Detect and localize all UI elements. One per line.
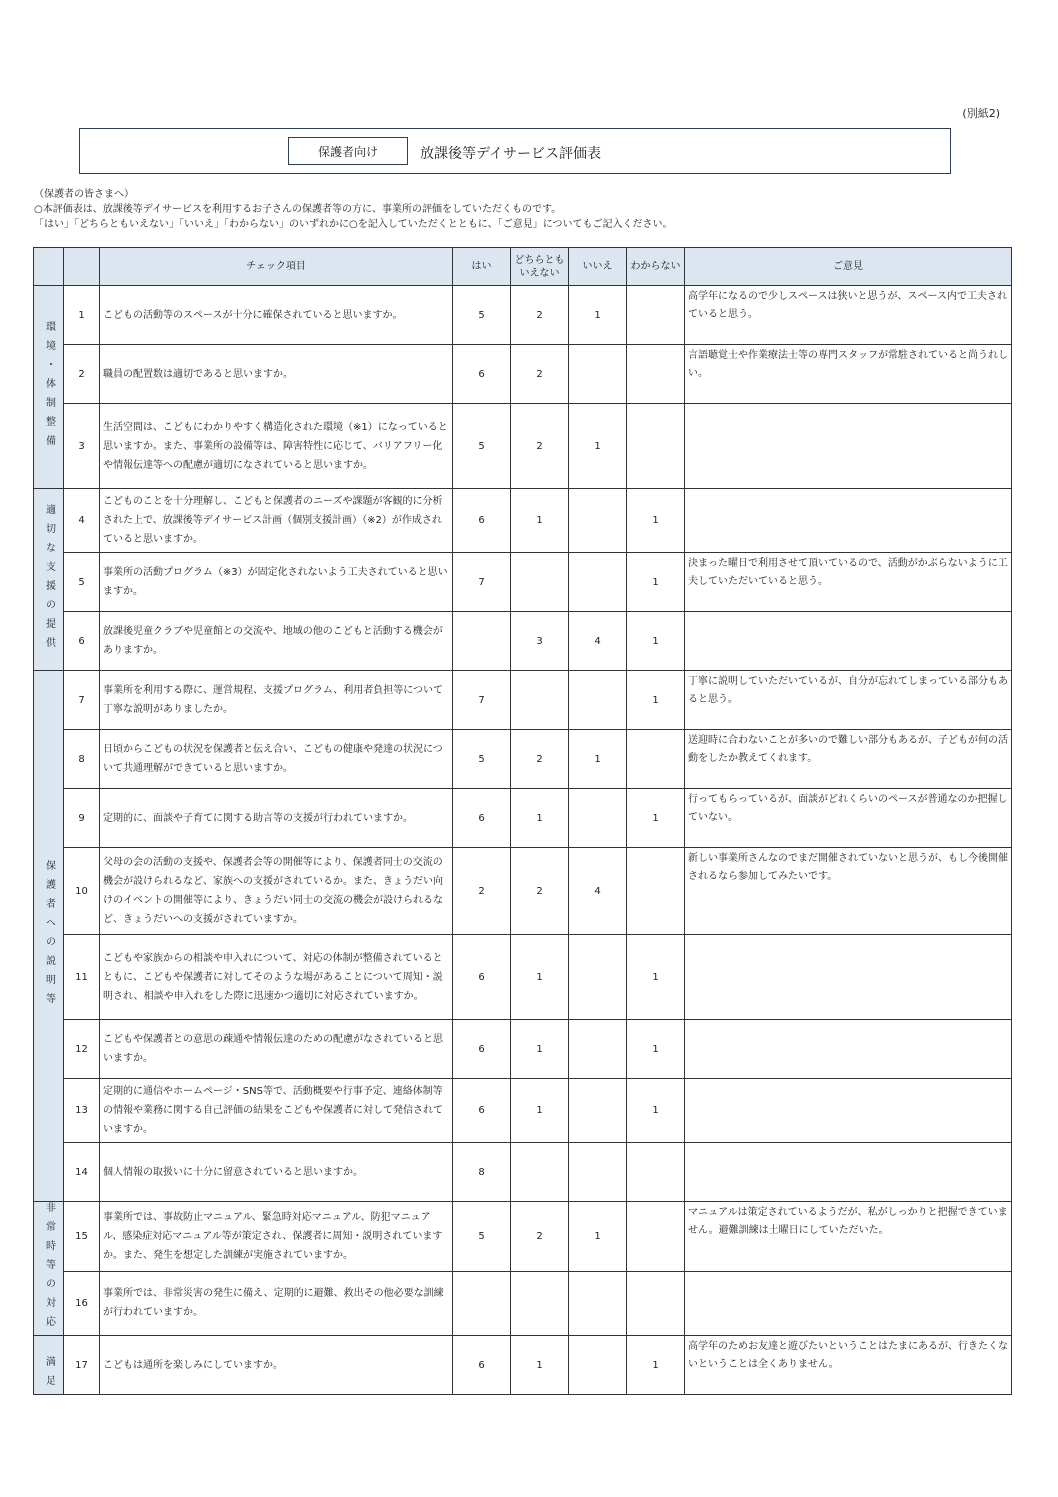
neither-count: [511, 671, 569, 730]
neither-count: [511, 1143, 569, 1202]
table-row: [34, 1079, 1012, 1143]
no-count: 1: [569, 1202, 627, 1272]
item-number: 7: [64, 671, 100, 730]
no-count: 4: [569, 848, 627, 935]
table-row: [34, 671, 1012, 730]
no-count: [569, 789, 627, 848]
intro-text: [34, 187, 673, 232]
neither-count: 1: [511, 489, 569, 553]
check-item: 父母の会の活動の支援や、保護者会等の開催等により、保護者同士の交流の機会が設けられるなど、家族への支援がされているか。また、きょうだい向けのイベントの開催等により、きょうだい同士の交流の機会が設けられるなど、きょうだいへの支援がされていますか。: [100, 848, 453, 935]
opinion: 丁寧に説明していただいているが、自分が忘れてしまっている部分もあると思う。: [685, 671, 1012, 730]
item-number: 13: [64, 1079, 100, 1143]
opinion: 行ってもらっているが、面談がどれくらいのペースが普通なのか把握していない。: [685, 789, 1012, 848]
table-row: [34, 1336, 1012, 1395]
opinion: 高学年のためお友達と遊びたいということはたまにあるが、行きたくないということは全くありません。: [685, 1336, 1012, 1395]
no-count: [569, 935, 627, 1020]
opinion: [685, 1079, 1012, 1143]
check-item: 日頃からこどもの状況を保護者と伝え合い、こどもの健康や発達の状況について共通理解ができていると思いますか。: [100, 730, 453, 789]
yes-count: 6: [453, 935, 511, 1020]
number-header: [64, 248, 100, 286]
no-header: いいえ: [569, 248, 627, 286]
yes-count: 5: [453, 730, 511, 789]
table-row: [34, 935, 1012, 1020]
table-row: [34, 286, 1012, 345]
item-number: 1: [64, 286, 100, 345]
unknown-count: [627, 730, 685, 789]
neither-count: 1: [511, 1079, 569, 1143]
check-item: こどもや保護者との意思の疎通や情報伝達のための配慮がなされていると思いますか。: [100, 1020, 453, 1079]
opinion: [685, 612, 1012, 671]
neither-count: 2: [511, 730, 569, 789]
table-row: [34, 612, 1012, 671]
no-count: 1: [569, 730, 627, 789]
yes-header: はい: [453, 248, 511, 286]
check-item: 事業所では、事故防止マニュアル、緊急時対応マニュアル、防犯マニュアル、感染症対応マニュアル等が策定され、保護者に周知・説明されていますか。また、発生を想定した訓練が実施されていますか。: [100, 1202, 453, 1272]
table-header-row: [34, 248, 1012, 286]
yes-count: 6: [453, 789, 511, 848]
neither-count: 2: [511, 848, 569, 935]
yes-count: 6: [453, 1020, 511, 1079]
neither-count: 3: [511, 612, 569, 671]
yes-count: 2: [453, 848, 511, 935]
neither-count: 2: [511, 286, 569, 345]
check-item: 個人情報の取扱いに十分に留意されていると思いますか。: [100, 1143, 453, 1202]
unknown-count: [627, 345, 685, 404]
category-cell: [34, 671, 64, 1202]
category-label: 保護者への説明等: [43, 860, 55, 1012]
table-row: [34, 730, 1012, 789]
opinion: 決まった曜日で利用させて頂いているので、活動がかぶらないように工夫していただいていると思う。: [685, 553, 1012, 612]
yes-count: 7: [453, 553, 511, 612]
category-cell: [34, 1202, 64, 1336]
check-item: 定期的に、面談や子育てに関する助言等の支援が行われていますか。: [100, 789, 453, 848]
unknown-count: [627, 848, 685, 935]
intro-line: 「はい」「どちらともいえない」「いいえ」「わからない」のいずれかに○を記入していただくとともに、「ご意見」についてもご記入ください。: [34, 219, 673, 230]
neither-count: 1: [511, 1336, 569, 1395]
table-row: [34, 1020, 1012, 1079]
category-label: 環境・体制整備: [43, 320, 55, 454]
unknown-count: [627, 1202, 685, 1272]
neither-count: 1: [511, 789, 569, 848]
opinion: [685, 404, 1012, 489]
item-number: 8: [64, 730, 100, 789]
category-cell: [34, 1336, 64, 1395]
category-cell: [34, 286, 64, 489]
neither-count: 1: [511, 935, 569, 1020]
table-row: [34, 1202, 1012, 1272]
opinion: マニュアルは策定されているようだが、私がしっかりと把握できていません。避難訓練は土曜日にしていただいた。: [685, 1202, 1012, 1272]
no-count: [569, 553, 627, 612]
item-number: 4: [64, 489, 100, 553]
page-title: 放課後等デイサービス評価表: [420, 146, 602, 162]
table-row: [34, 553, 1012, 612]
opinion: 新しい事業所さんなのでまだ開催されていないと思うが、もし今後開催されるなら参加してみたいです。: [685, 848, 1012, 935]
opinion: [685, 1020, 1012, 1079]
opinion: 言語聴覚士や作業療法士等の専門スタッフが常駐されていると尚うれしい。: [685, 345, 1012, 404]
intro-line: （保護者の皆さまへ）: [34, 189, 134, 200]
opinion: [685, 1271, 1012, 1335]
check-item: 職員の配置数は適切であると思いますか。: [100, 345, 453, 404]
item-number: 12: [64, 1020, 100, 1079]
neither-count: 2: [511, 1202, 569, 1272]
opinion: [685, 489, 1012, 553]
evaluation-table: [33, 247, 1012, 1395]
unknown-count: 1: [627, 1079, 685, 1143]
check-item: こどものことを十分理解し、こどもと保護者のニーズや課題が客観的に分析された上で、放課後等デイサービス計画（個別支援計画）（※2）が作成されていると思いますか。: [100, 489, 453, 553]
item-number: 17: [64, 1336, 100, 1395]
check-item: 事業所を利用する際に、運営規程、支援プログラム、利用者負担等について丁寧な説明がありましたか。: [100, 671, 453, 730]
check-item: 生活空間は、こどもにわかりやすく構造化された環境（※1）になっていると思いますか。また、事業所の設備等は、障害特性に応じて、バリアフリー化や情報伝達等への配慮が適切になされていると思いますか。: [100, 404, 453, 489]
unknown-count: 1: [627, 612, 685, 671]
unknown-count: 1: [627, 489, 685, 553]
no-count: [569, 1271, 627, 1335]
neither-count: 2: [511, 345, 569, 404]
yes-count: 8: [453, 1143, 511, 1202]
check-item: 定期的に通信やホームページ・SNS等で、活動概要や行事予定、連絡体制等の情報や業務に関する自己評価の結果をこどもや保護者に対して発信されていますか。: [100, 1079, 453, 1143]
unknown-count: 1: [627, 671, 685, 730]
audience-tag: 保護者向け: [288, 137, 408, 165]
yes-count: 5: [453, 1202, 511, 1272]
item-number: 15: [64, 1202, 100, 1272]
yes-count: 5: [453, 404, 511, 489]
yes-count: [453, 1271, 511, 1335]
yes-count: [453, 612, 511, 671]
unknown-count: 1: [627, 1336, 685, 1395]
item-number: 9: [64, 789, 100, 848]
table-row: [34, 848, 1012, 935]
check-item: 事業所の活動プログラム（※3）が固定化されないよう工夫されていると思いますか。: [100, 553, 453, 612]
attachment-label: (別紙2): [962, 107, 1000, 120]
no-count: 4: [569, 612, 627, 671]
title-box: [79, 128, 951, 174]
table-row: [34, 404, 1012, 489]
neither-count: [511, 1271, 569, 1335]
item-number: 10: [64, 848, 100, 935]
opinion: [685, 935, 1012, 1020]
item-number: 16: [64, 1271, 100, 1335]
no-count: [569, 1143, 627, 1202]
no-count: 1: [569, 404, 627, 489]
yes-count: 5: [453, 286, 511, 345]
check-item: こどもは通所を楽しみにしていますか。: [100, 1336, 453, 1395]
yes-count: 7: [453, 671, 511, 730]
no-count: [569, 1336, 627, 1395]
intro-line: ○本評価表は、放課後等デイサービスを利用するお子さんの保護者等の方に、事業所の評価をしていただくものです。: [34, 204, 562, 215]
no-count: [569, 1020, 627, 1079]
yes-count: 6: [453, 489, 511, 553]
no-count: [569, 489, 627, 553]
check-item-header: チェック項目: [100, 248, 453, 286]
unknown-count: [627, 1143, 685, 1202]
neither-count: 1: [511, 1020, 569, 1079]
item-number: 3: [64, 404, 100, 489]
table-row: [34, 789, 1012, 848]
no-count: [569, 345, 627, 404]
unknown-count: 1: [627, 789, 685, 848]
table-row: [34, 1271, 1012, 1335]
unknown-count: 1: [627, 935, 685, 1020]
opinion: 高学年になるので少しスペースは狭いと思うが、スペース内で工夫されていると思う。: [685, 286, 1012, 345]
item-number: 5: [64, 553, 100, 612]
neither-count: [511, 553, 569, 612]
no-count: 1: [569, 286, 627, 345]
item-number: 6: [64, 612, 100, 671]
opinion: [685, 1143, 1012, 1202]
check-item: こどもの活動等のスペースが十分に確保されていると思いますか。: [100, 286, 453, 345]
neither-count: 2: [511, 404, 569, 489]
opinion: 送迎時に合わないことが多いので難しい部分もあるが、子どもが何の活動をしたか教えてくれます。: [685, 730, 1012, 789]
check-item: 放課後児童クラブや児童館との交流や、地域の他のこどもと活動する機会がありますか。: [100, 612, 453, 671]
yes-count: 6: [453, 1079, 511, 1143]
yes-count: 6: [453, 345, 511, 404]
category-header: [34, 248, 64, 286]
category-label: 適切な支援の提供: [43, 503, 55, 656]
table-row: [34, 345, 1012, 404]
no-count: [569, 671, 627, 730]
item-number: 11: [64, 935, 100, 1020]
unknown-count: [627, 286, 685, 345]
check-item: 事業所では、非常災害の発生に備え、定期的に避難、救出その他必要な訓練が行われていますか。: [100, 1271, 453, 1335]
check-item: こどもや家族からの相談や申入れについて、対応の体制が整備されているとともに、こどもや保護者に対してそのような場があることについて周知・説明され、相談や申入れをした際に迅速かつ適切に対応されていますか。: [100, 935, 453, 1020]
unknown-count: [627, 1271, 685, 1335]
item-number: 2: [64, 345, 100, 404]
unknown-header: わからない: [627, 248, 685, 286]
table-row: [34, 1143, 1012, 1202]
unknown-count: 1: [627, 553, 685, 612]
unknown-count: [627, 404, 685, 489]
item-number: 14: [64, 1143, 100, 1202]
neither-header: どちらとも いえない: [511, 248, 569, 286]
opinion-header: ご意見: [685, 248, 1012, 286]
category-label: 非常時等の対応: [43, 1202, 55, 1335]
category-label: 満足: [43, 1356, 55, 1394]
yes-count: 6: [453, 1336, 511, 1395]
table-row: [34, 489, 1012, 553]
unknown-count: 1: [627, 1020, 685, 1079]
no-count: [569, 1079, 627, 1143]
category-cell: [34, 489, 64, 671]
